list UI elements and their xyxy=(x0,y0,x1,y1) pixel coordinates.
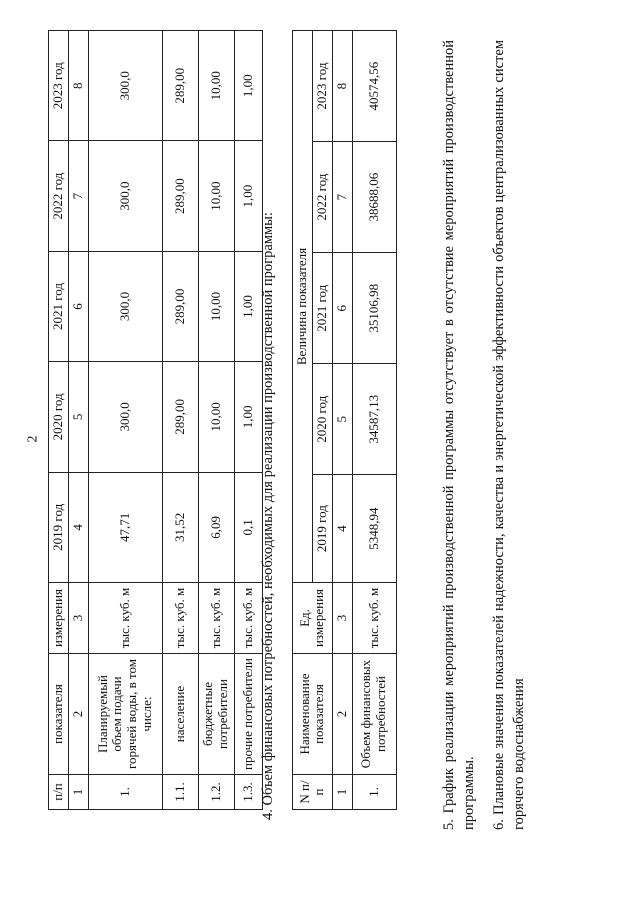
table-header-row xyxy=(49,31,69,810)
table-cell: Объем финансовых потребностей xyxy=(352,654,396,775)
index-cell: 2 xyxy=(68,654,88,775)
table-cell: бюджетные потребители xyxy=(198,654,234,775)
table-cell: население xyxy=(162,654,198,775)
header-cell: Наименование показателя xyxy=(293,654,333,775)
section-4-title: 4. Объем финансовых потребностей, необходимых для реализации производственной программы: xyxy=(260,212,276,820)
header-cell: 2022 год xyxy=(312,142,332,253)
index-cell: 1 xyxy=(68,775,88,810)
header-cell: N п/п xyxy=(293,775,333,810)
water-supply-table xyxy=(48,30,263,810)
header-cell: 2019 год xyxy=(312,475,332,583)
header-cell: 2021 год xyxy=(312,253,332,364)
table-cell: 289,00 xyxy=(162,251,198,361)
table-row xyxy=(352,31,396,810)
table-cell: 34587,13 xyxy=(352,364,396,475)
header-cell: п/п xyxy=(49,775,69,810)
table-cell: 300,0 xyxy=(88,251,162,361)
table-row xyxy=(198,31,234,810)
index-cell: 1 xyxy=(332,775,352,810)
index-cell: 3 xyxy=(332,583,352,654)
table-cell: 10,00 xyxy=(198,251,234,361)
index-cell: 5 xyxy=(68,362,88,472)
table-cell: 1. xyxy=(88,775,162,810)
header-cell: 2020 год xyxy=(312,364,332,475)
header-cell: 2023 год xyxy=(49,31,69,141)
table-cell: 289,00 xyxy=(162,362,198,472)
table-cell: Планируемый объем подачи горячей воды, в том числе: xyxy=(88,654,162,775)
index-cell: 4 xyxy=(332,475,352,583)
header-cell: 2021 год xyxy=(49,251,69,361)
table-cell: 5348,94 xyxy=(352,475,396,583)
table-cell: 1.1. xyxy=(162,775,198,810)
table-cell: 40574,56 xyxy=(352,31,396,142)
table-cell: 1,00 xyxy=(234,31,262,141)
group-header-cell: Величина показателя xyxy=(293,31,313,583)
table-cell: 38688,06 xyxy=(352,142,396,253)
table-cell: 35106,98 xyxy=(352,253,396,364)
table-cell: тыс. куб. м xyxy=(352,583,396,654)
table-cell: 1.3. xyxy=(234,775,262,810)
header-cell: 2022 год xyxy=(49,141,69,251)
table-cell: 1,00 xyxy=(234,251,262,361)
table-cell: 47,71 xyxy=(88,472,162,582)
header-cell: Ед. измерения xyxy=(293,583,333,654)
table-cell: 1. xyxy=(352,775,396,810)
index-cell: 7 xyxy=(68,141,88,251)
header-cell: 2023 год xyxy=(312,31,332,142)
index-cell: 5 xyxy=(332,364,352,475)
rotated-page-content xyxy=(40,20,630,890)
index-cell: 8 xyxy=(332,31,352,142)
table-index-row xyxy=(68,31,88,810)
header-cell: измерения xyxy=(49,583,69,654)
header-cell: 2019 год xyxy=(49,472,69,582)
table-cell: 1,00 xyxy=(234,362,262,472)
table-header-row xyxy=(293,31,313,810)
table-row xyxy=(162,31,198,810)
table-cell: 300,0 xyxy=(88,141,162,251)
table-cell: 10,00 xyxy=(198,141,234,251)
table-cell: тыс. куб. м xyxy=(198,583,234,654)
table-cell: 289,00 xyxy=(162,31,198,141)
table-cell: 289,00 xyxy=(162,141,198,251)
index-cell: 4 xyxy=(68,472,88,582)
table-row xyxy=(234,31,262,810)
table-row xyxy=(88,31,162,810)
table-cell: 300,0 xyxy=(88,362,162,472)
page-number: 2 xyxy=(25,435,41,443)
table-cell: тыс. куб. м xyxy=(88,583,162,654)
header-cell: показателя xyxy=(49,654,69,775)
financial-needs-table xyxy=(292,30,397,810)
header-cell: 2020 год xyxy=(49,362,69,472)
table-cell: 300,0 xyxy=(88,31,162,141)
table-cell: 10,00 xyxy=(198,31,234,141)
index-cell: 6 xyxy=(332,253,352,364)
section-6-text: 6. Плановые значения показателей надежности, качества и энергетической эффективности объектов централизованных систем горячего водоснабжения xyxy=(491,40,527,830)
index-cell: 3 xyxy=(68,583,88,654)
table-cell: 0,1 xyxy=(234,472,262,582)
index-cell: 2 xyxy=(332,654,352,775)
index-cell: 7 xyxy=(332,142,352,253)
table-cell: тыс. куб. м xyxy=(162,583,198,654)
table-cell: 1.2. xyxy=(198,775,234,810)
section-5-text: 5. График реализации мероприятий производственной программы отсутствует в отсутствие мероприятий производственной программы. xyxy=(441,40,477,830)
table-cell: 10,00 xyxy=(198,362,234,472)
table-cell: прочие потребители xyxy=(234,654,262,775)
table-cell: 6,09 xyxy=(198,472,234,582)
table-cell: 1,00 xyxy=(234,141,262,251)
index-cell: 8 xyxy=(68,31,88,141)
index-cell: 6 xyxy=(68,251,88,361)
table-cell: 31,52 xyxy=(162,472,198,582)
table-cell: тыс. куб. м xyxy=(234,583,262,654)
table-index-row xyxy=(332,31,352,810)
